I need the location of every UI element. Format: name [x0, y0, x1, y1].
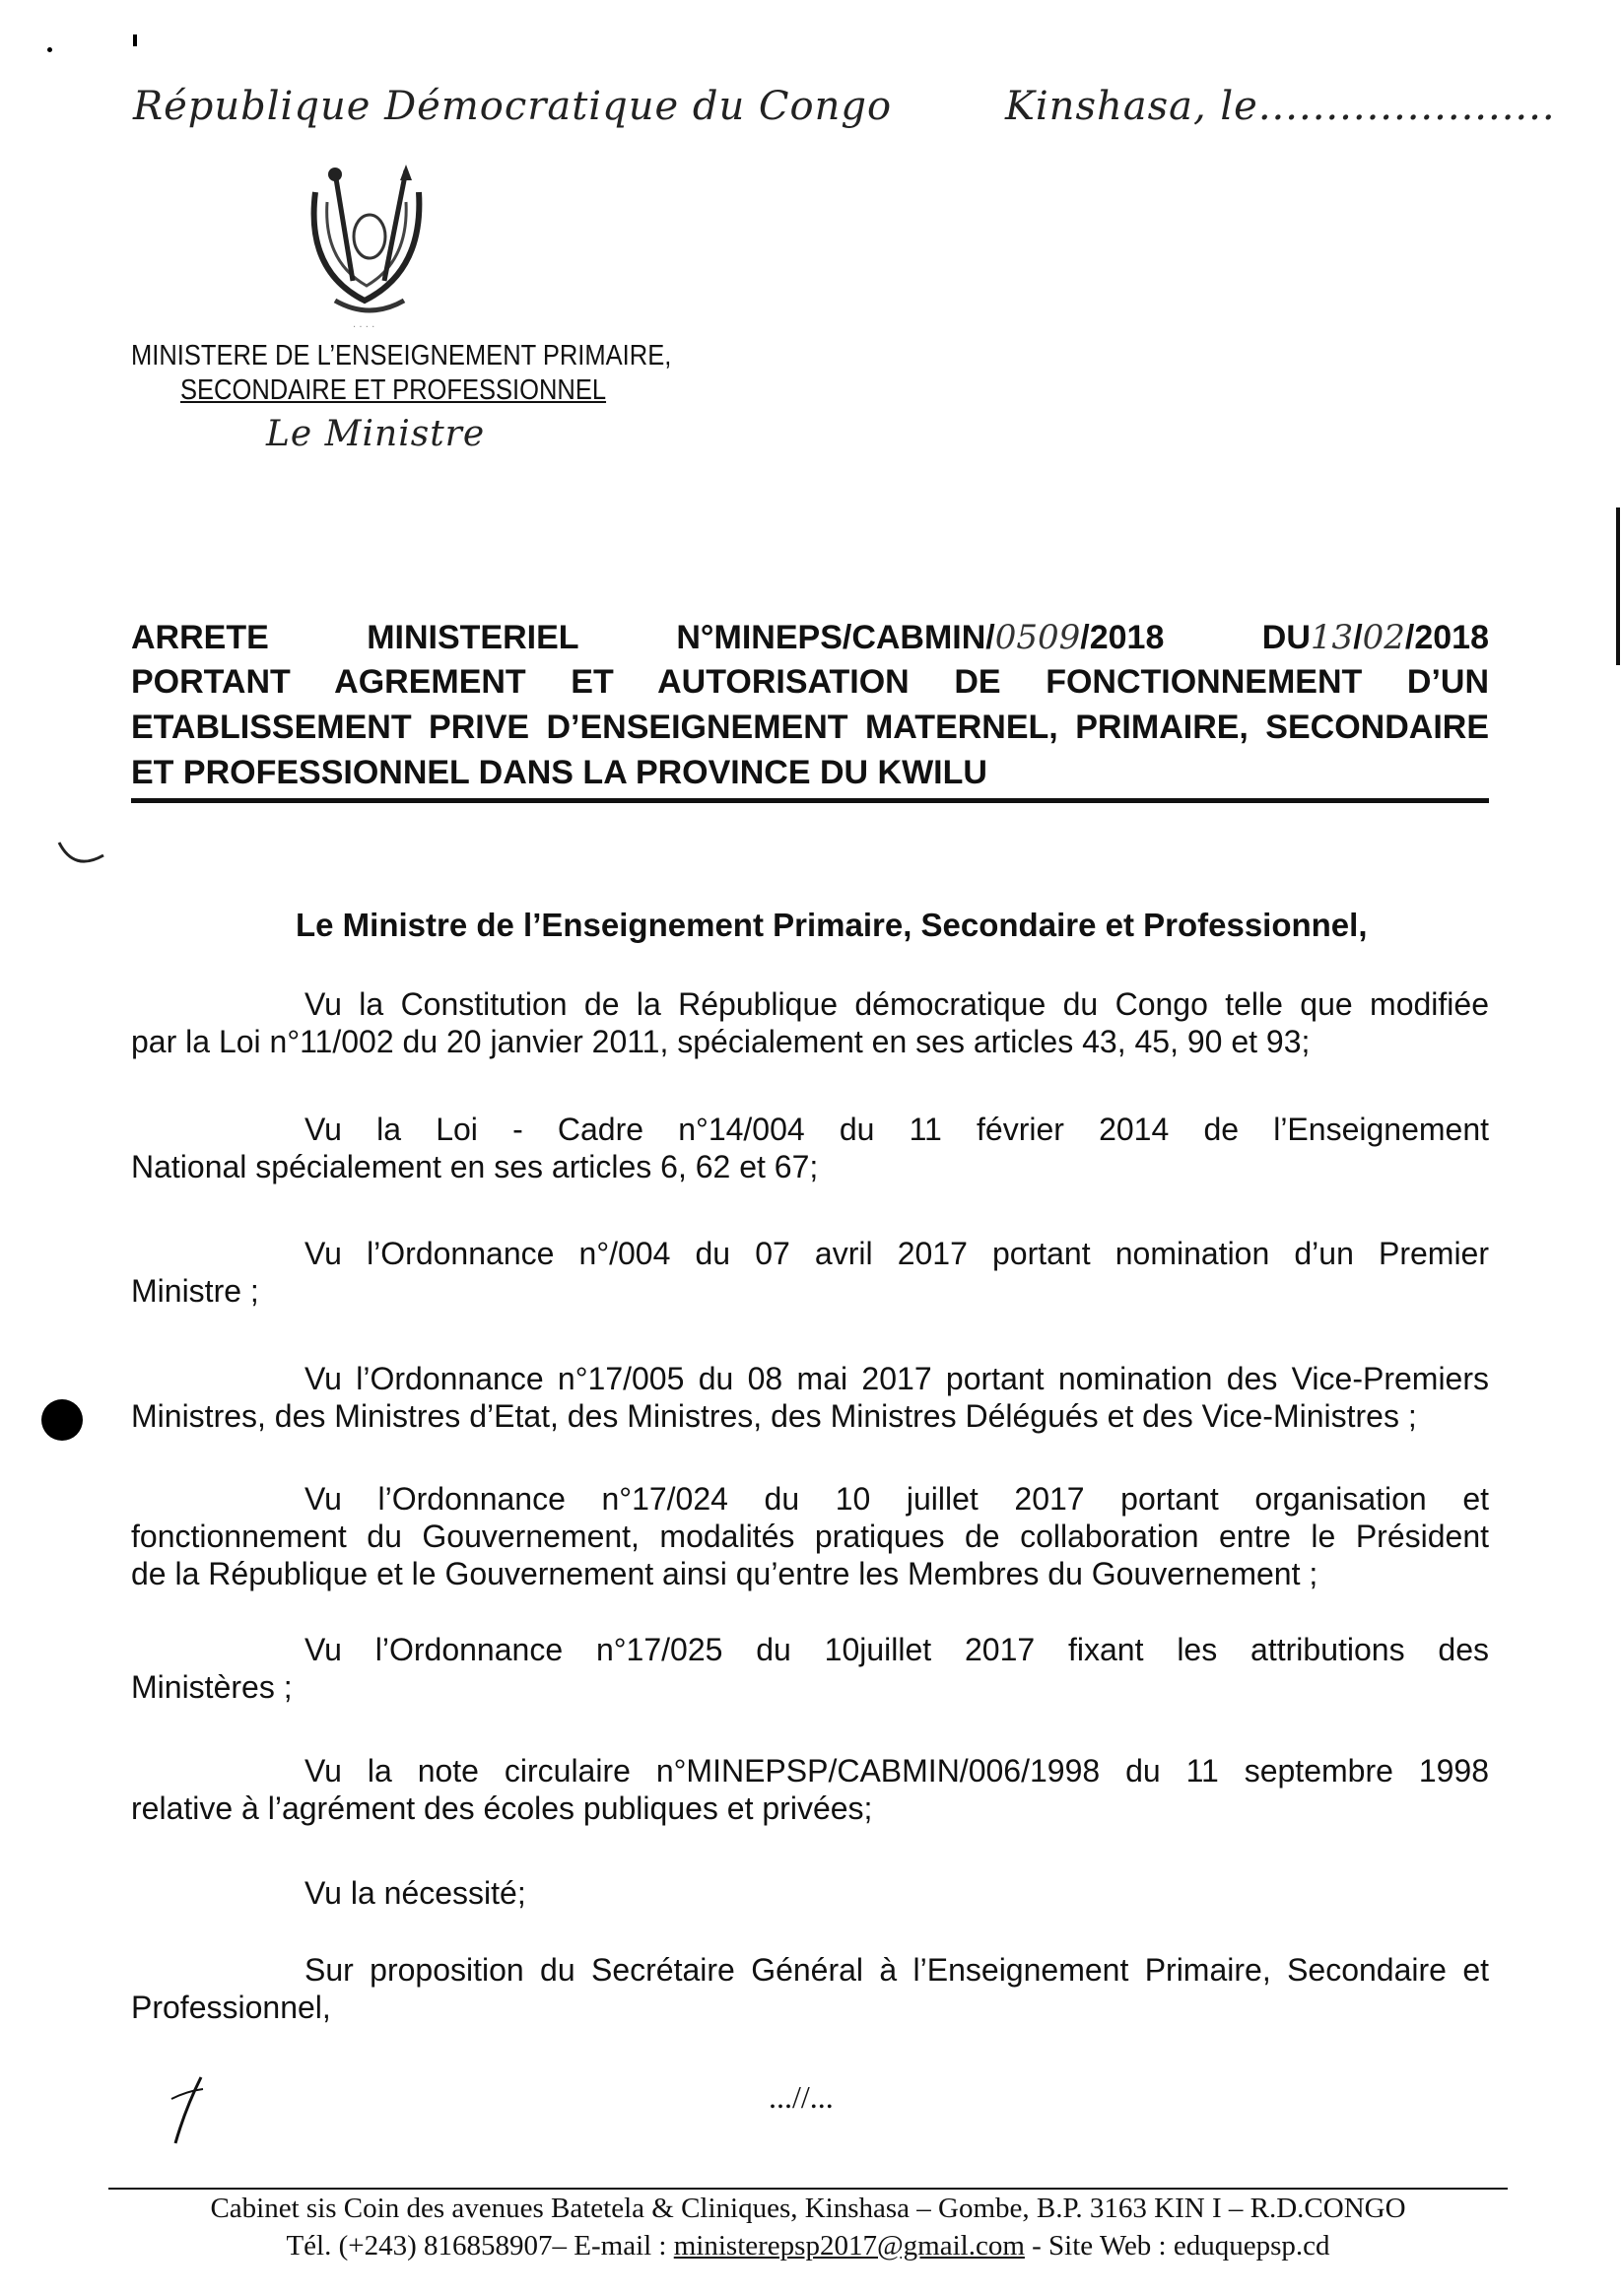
paragraph-line: Vu l’Ordonnance n°17/005 du 08 mai 2017 portant nomination des Vice-Premiers: [304, 1361, 1489, 1396]
decree-month-handwritten: 02: [1362, 618, 1405, 657]
title-underline-rule: [131, 798, 1489, 803]
paragraph-line: National spécialement en ses articles 6, 62 et 67;: [131, 1149, 819, 1184]
decree-title-line2: PORTANT AGREMENT ET AUTORISATION DE FONCTIONNEMENT D’UN: [131, 663, 1489, 701]
handwritten-initial: [168, 2069, 207, 2148]
decree-date-separator: /: [1353, 619, 1363, 656]
footer-website: - Site Web : eduquepsp.cd: [1024, 2230, 1330, 2262]
decree-number-handwritten: 0509: [994, 618, 1081, 657]
paragraph-line: Vu l’Ordonnance n°17/025 du 10juillet 2017 fixant les attributions des: [304, 1632, 1489, 1667]
paragraph-line: Professionnel,: [131, 1990, 331, 2025]
paragraph-constitution: [131, 985, 1489, 1060]
paragraph-line: Ministères ;: [131, 1669, 293, 1705]
decree-year-du: /2018 DU: [1080, 619, 1311, 656]
footer-phone: Tél. (+243) 816858907– E-mail :: [286, 2230, 674, 2262]
scan-mark-tick: [133, 34, 137, 46]
ministry-name-line2: SECONDAIRE ET PROFESSIONNEL: [180, 374, 607, 406]
paragraph-line: Sur proposition du Secrétaire Général à l’Enseignement Primaire, Secondaire et: [304, 1952, 1489, 1988]
paragraph-line: Ministre ;: [131, 1273, 259, 1309]
decree-title-line1: [131, 618, 1489, 657]
footer-contact: [108, 2230, 1508, 2262]
paragraph-proposition: [131, 1951, 1489, 2026]
paragraph-line: Vu la note circulaire n°MINEPSP/CABMIN/006/1998 du 11 septembre 1998: [304, 1753, 1489, 1789]
city-date-line: Kinshasa, le......................: [1005, 84, 1556, 129]
paragraph-loi-cadre: [131, 1111, 1489, 1185]
paragraph-note-circulaire: [131, 1752, 1489, 1827]
footer-rule: [108, 2188, 1508, 2190]
svg-text:· · · ·: · · · ·: [353, 322, 375, 333]
paragraph-line: Ministres, des Ministres d’Etat, des Ministres, des Ministres Délégués et des Vice-Ministres ;: [131, 1398, 1417, 1434]
minister-title: Le Ministre: [266, 414, 486, 454]
paragraph-line: Vu l’Ordonnance n°/004 du 07 avril 2017 portant nomination d’un Premier: [304, 1236, 1489, 1271]
margin-mark-line: [1616, 507, 1620, 665]
paragraph-line: fonctionnement du Gouvernement, modalités pratiques de collaboration entre le Président: [131, 1519, 1489, 1554]
paragraph-line: de la République et le Gouvernement ainsi qu’entre les Membres du Gouvernement ;: [131, 1556, 1318, 1591]
paragraph-line: Vu la nécessité;: [304, 1875, 526, 1911]
footer-address: Cabinet sis Coin des avenues Batetela & Cliniques, Kinshasa – Gombe, B.P. 3163 KIN I – R.D.CONGO: [210, 2193, 1406, 2224]
paragraph-line: Vu la Loi - Cadre n°14/004 du 11 février 2014 de l’Enseignement: [304, 1112, 1489, 1147]
paragraph-ordonnance-005: [131, 1360, 1489, 1435]
paragraph-necessite: [131, 1874, 1489, 1912]
decree-title-line4: ET PROFESSIONNEL DANS LA PROVINCE DU KWILU: [131, 754, 987, 791]
paragraph-ordonnance-024: [131, 1480, 1489, 1592]
decree-day-handwritten: 13: [1310, 618, 1354, 657]
paragraph-line: par la Loi n°11/002 du 20 janvier 2011, spécialement en ses articles 43, 45, 90 et 93;: [131, 1024, 1311, 1059]
paragraph-line: Vu l’Ordonnance n°17/024 du 10 juillet 2017 portant organisation et: [304, 1481, 1489, 1517]
decree-title-line3: ETABLISSEMENT PRIVE D’ENSEIGNEMENT MATERNEL, PRIMAIRE, SECONDAIRE: [131, 709, 1489, 746]
punch-hole-mark: [41, 1399, 83, 1441]
paragraph-line: Vu la Constitution de la République démocratique du Congo telle que modifiée: [304, 986, 1489, 1022]
coat-of-arms-emblem: [296, 163, 443, 335]
decree-date-year: /2018: [1404, 619, 1489, 656]
paragraph-ordonnance-025: [131, 1631, 1489, 1706]
paragraph-ordonnance-004: [131, 1235, 1489, 1310]
footer-email-link[interactable]: ministerepsp2017@gmail.com: [673, 2230, 1025, 2262]
paragraph-line: relative à l’agrément des écoles publiques et privées;: [131, 1790, 873, 1826]
republic-name: République Démocratique du Congo: [133, 84, 893, 129]
scan-mark-dot: [47, 47, 52, 52]
decree-prefix: ARRETE MINISTERIEL N°MINEPS/CABMIN/: [131, 619, 995, 656]
continued-marker: ...//...: [769, 2079, 834, 2115]
handwritten-check-mark: [54, 838, 108, 872]
preamble-heading: Le Ministre de l’Enseignement Primaire, Secondaire et Professionnel,: [296, 907, 1368, 943]
ministry-name-line1: MINISTERE DE L’ENSEIGNEMENT PRIMAIRE,: [131, 340, 672, 371]
